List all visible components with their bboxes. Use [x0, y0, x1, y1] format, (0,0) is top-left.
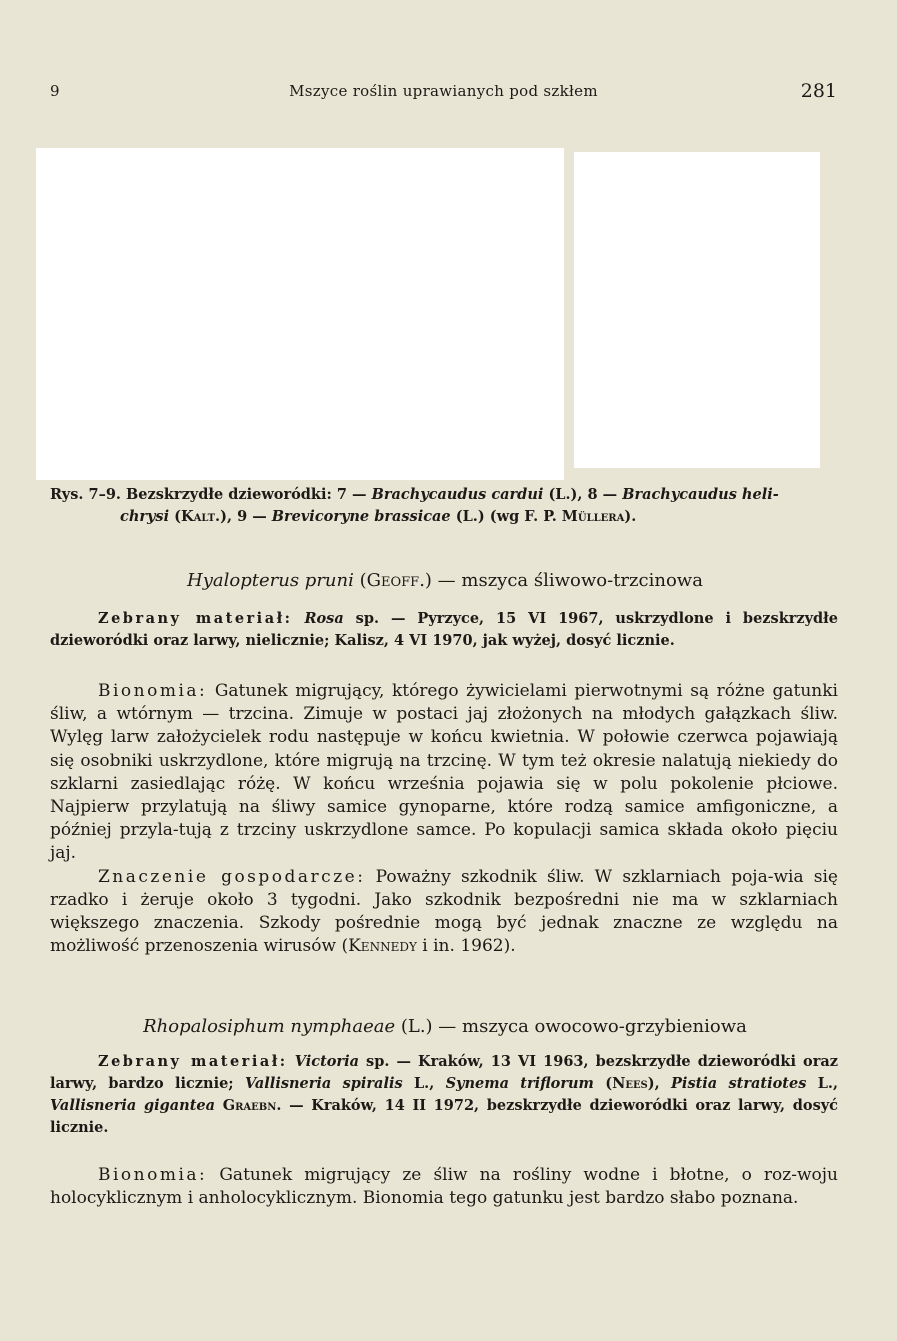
collected-material-1: Zebrany materiał: Rosa sp. — Pyrzyce, 15 VI 1967, uskrzydlone i bezskrzydłe dzieworódki oraz larwy, nielicznie; Kalisz, 4 VI 1970, jak wyżej, dosyć licznie. [50, 610, 838, 649]
figure-caption: Rys. 7–9. Bezskrzydłe dzieworódki: 7 — Brachycaudus cardui (L.), 8 — Brachycaudus heli- chrysi (Kalt.), 9 — Brevicoryne brassicae (L.) (wg F. P. Müllera). [50, 486, 779, 525]
species-heading-rhopalosiphum: Rhopalosiphum nymphaeae (L.) — mszyca owocowo-grzybieniowa [143, 1016, 747, 1037]
running-head [50, 82, 837, 106]
page-number: 281 [800, 80, 837, 102]
species-heading-hyalopterus: Hyalopterus pruni (Geoff.) — mszyca śliwowo-trzcinowa [187, 570, 703, 591]
figure-right-blank [574, 152, 820, 468]
running-title: Mszyce roślin uprawianych pod szkłem [289, 82, 598, 100]
figure-left-blank [36, 148, 564, 480]
bionomia-paragraph-1: Bionomia: Gatunek migrujący, którego żywicielami pierwotnymi są różne gatunki śliw, a wtórnym — trzcina. Zimuje w postaci jaj złożonych na młodych gałązkach śliw. Wylęg larw założycielek rodu następuje w końcu kwietnia. W połowie czerwca pojawiają się osobniki uskrzydlone, które migrują na trzcinę. W tym też okresie nalatują niekiedy do szklarni zasiedlając różę. W końcu września pojawia się w polu pokolenie płciowe. Najpierw przylatują na śliwy samice gynoparne, które rodzą samice amfigoniczne, a później przyla-tują z trzciny uskrzydlone samce. Po kopulacji samica składa około pięciu jaj. [50, 681, 838, 864]
bionomia-section-2 [50, 1164, 838, 1210]
znaczenie-paragraph-1: Znaczenie gospodarcze: Poważny szkodnik śliw. W szklarniach poja-wia się rzadko i żeruje około 3 tygodni. Jako szkodnik bezpośredni nie ma w szklarniach większego znaczenia. Szkody pośrednie mogą być jednak znaczne ze względu na możliwość przenoszenia wirusów (Kennedy i in. 1962). [50, 866, 838, 957]
collected-material-2: Zebrany materiał: Victoria sp. — Kraków, 13 VI 1963, bezskrzydłe dzieworódki oraz larwy, bardzo licznie; Vallisneria spiralis L., Synema triflorum (Nees), Pistia stratiotes L., Vallisneria gigantea Graebn. — Kraków, 14 II 1972, bezskrzydłe dzieworódki oraz larwy, dosyć licznie. [50, 1053, 838, 1136]
bionomia-paragraph-2: Bionomia: Gatunek migrujący ze śliw na rośliny wodne i błotne, o roz-woju holocyklicznym i anholocyklicznym. Bionomia tego gatunku jest bardzo słabo poznana. [50, 1165, 838, 1209]
page-number-left: 9 [50, 82, 60, 100]
bionomia-section-1 [50, 680, 838, 958]
